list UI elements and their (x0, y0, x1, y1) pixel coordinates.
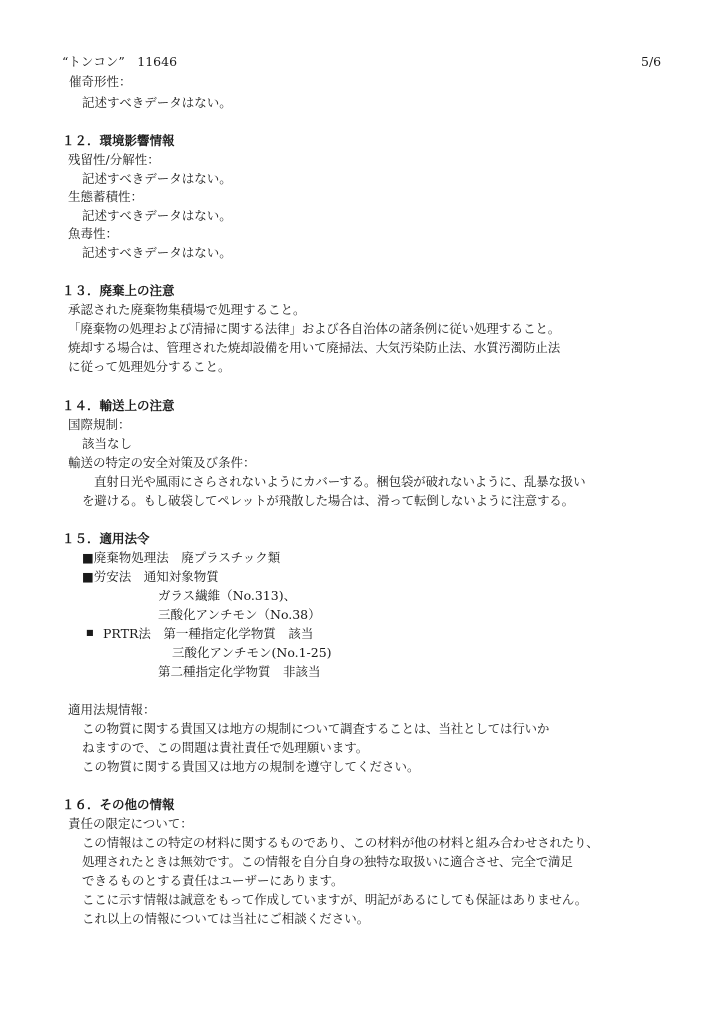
international-regulation-label: 国際規制： (68, 417, 131, 432)
international-regulation-text: 該当なし (82, 436, 133, 451)
applicable-law-line-2: ねますので、この問題は貴社責任で処理願います。 (82, 740, 369, 755)
persistence-label: 残留性/分解性： (68, 152, 160, 167)
section-16-heading: １６．その他の情報 (62, 797, 175, 812)
teratogenicity-text: 記述すべきデータはない。 (82, 95, 232, 110)
transport-safety-line-1: 直射日光や風雨にさらされないようにカバーする。梱包袋が破れないように、乱暴な扱い (94, 474, 586, 489)
liability-line-3: できるものとする責任はユーザーにあります。 (82, 873, 344, 888)
liability-label: 責任の限定について： (68, 816, 193, 831)
prtr-bullet: ■ (86, 628, 94, 637)
transport-safety-line-2: を避ける。もし破袋してペレットが飛散した場合は、滑って転倒しないように注意する。 (82, 493, 574, 508)
labor-law-item-antimony: 三酸化アンチモン（No.38） (158, 607, 321, 622)
prtr-class2-line: 第二種指定化学物質 非該当 (158, 664, 321, 679)
disposal-line-1: 承認された廃棄物集積場で処理すること。 (68, 302, 306, 317)
applicable-law-line-1: この物質に関する貴国又は地方の規制について調査することは、当社としては行いか (82, 721, 550, 736)
fish-toxicity-label: 魚毒性： (68, 226, 119, 241)
liability-line-1: この情報はこの特定の材料に関するものであり、この材料が他の材料と組み合わせされたり、 (82, 835, 599, 850)
section-13-heading: １３．廃棄上の注意 (62, 283, 175, 298)
transport-safety-label: 輸送の特定の安全対策及び条件： (68, 455, 256, 470)
labor-law-item-glass-fiber: ガラス繊維（No.313)、 (158, 588, 297, 603)
header-product: “トンコン” 11646 (62, 54, 178, 69)
disposal-line-4: に従って処理処分すること。 (68, 359, 231, 374)
disposal-line-3: 焼却する場合は、管理された焼却設備を用いて廃掃法、大気汚染防止法、水質汚濁防止法 (68, 340, 561, 355)
applicable-law-label: 適用法規情報： (68, 702, 156, 717)
prtr-law-line: PRTR法 第一種指定化学物質 該当 (103, 626, 314, 641)
section-14-heading: １４．輸送上の注意 (62, 398, 175, 413)
section-15-heading: １５．適用法令 (62, 531, 150, 546)
waste-law-line: ■廃棄物処理法 廃プラスチック類 (82, 550, 281, 565)
bioaccumulation-label: 生態蓄積性： (68, 189, 144, 204)
labor-law-line: ■労安法 通知対象物質 (82, 569, 219, 584)
liability-line-5: これ以上の情報については当社にご相談ください。 (82, 911, 370, 926)
section-12-heading: １２．環境影響情報 (62, 133, 175, 148)
liability-line-4: ここに示す情報は誠意をもって作成していますが、明記があるにしても保証はありません。 (82, 892, 588, 907)
prtr-item-antimony: 三酸化アンチモン(No.1-25) (172, 645, 332, 660)
persistence-text: 記述すべきデータはない。 (82, 171, 232, 186)
applicable-law-line-3: この物質に関する貴国又は地方の規制を遵守してください。 (82, 759, 420, 774)
page-number: 5/6 (641, 54, 662, 69)
bioaccumulation-text: 記述すべきデータはない。 (82, 208, 232, 223)
fish-toxicity-text: 記述すべきデータはない。 (82, 245, 232, 260)
teratogenicity-label: 催奇形性： (69, 74, 132, 89)
disposal-line-2: 「廃棄物の処理および清掃に関する法律」および各自治体の諸条例に従い処理すること。 (68, 321, 561, 336)
liability-line-2: 処理されたときは無効です。この情報を自分自身の独特な取扱いに適合させ、完全で満足 (82, 854, 573, 869)
